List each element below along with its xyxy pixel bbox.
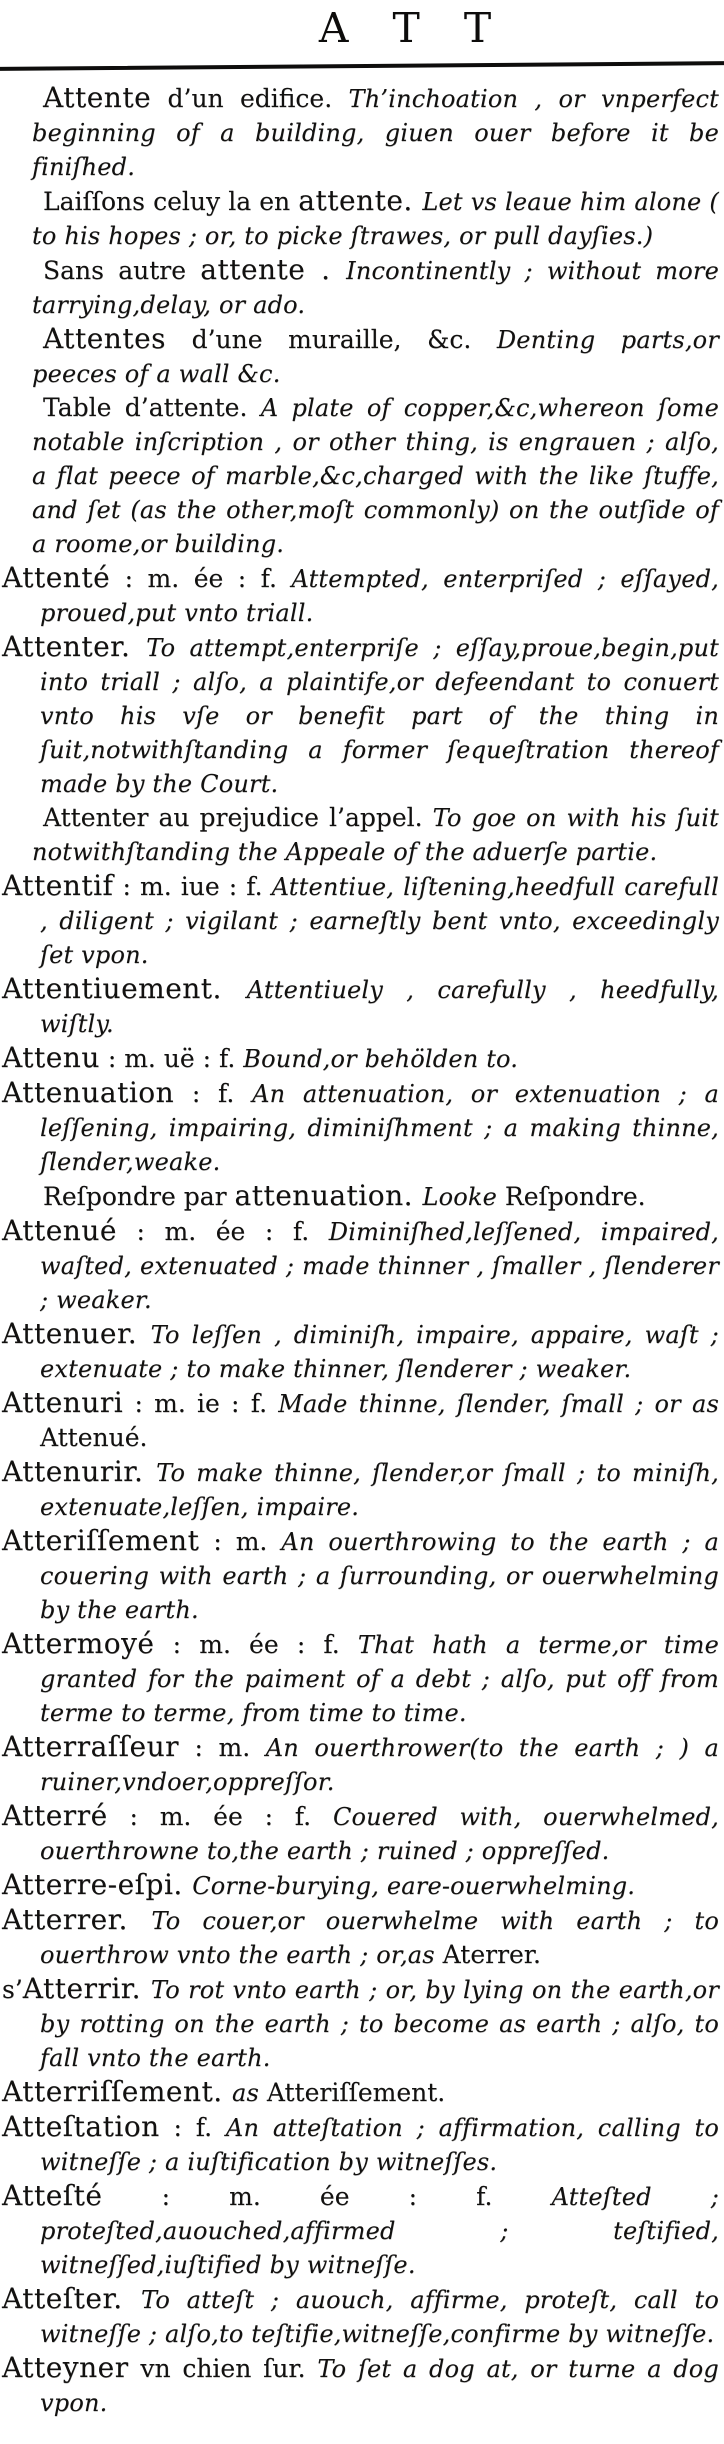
entry-roman-text: vn chien ſur. <box>128 2354 318 2384</box>
entry <box>2 1214 719 1317</box>
entry-definition: To attempt,enterpriſe ; eſſay,proue,begin,put into triall ; alſo, a plaintife,or defeendant to conuert vnto his vſe or benefit part of the thing in ſuit,notwithſtanding a former ſequeſtration thereof made by the Court. <box>40 634 719 799</box>
entry-headword: attente. <box>298 184 423 218</box>
entry <box>2 630 719 801</box>
entry-definition: To couer,or ouerwhelme with earth ; to ouerthrow vnto the earth ; or,as <box>40 1907 719 1970</box>
entry-definition: Attempted, enterpriſed ; eſſayed, proued,put vnto triall. <box>40 565 719 628</box>
entry-definition: Let vs leaue him alone ( to his hopes ; or, to picke ſtrawes, or pull dayſies.) <box>32 188 719 251</box>
entry-headword: Attentiuement. <box>2 972 247 1006</box>
entry-headword: Atteriſſement <box>2 1524 200 1558</box>
entry <box>2 322 719 391</box>
entry-roman-text: d’une muraille, &c. <box>166 325 497 355</box>
entry <box>2 2075 719 2110</box>
entry-definition: To rot vnto earth ; or, by lying on the earth,or by rotting on the earth ; to become as earth ; alſo, to fall vnto the earth. <box>40 1976 719 2073</box>
entry-definition: To goe on with his ſuit notwithſtanding the Appeale of the aduerſe partie. <box>32 804 719 867</box>
entry-headword: Atteſter. <box>2 2282 141 2316</box>
entry-roman-text: Attenter au prejudice l’appel. <box>43 803 433 833</box>
entry-roman-text: s’ <box>2 1975 23 2005</box>
entry <box>2 1455 719 1524</box>
running-head-title: A T T <box>318 4 494 52</box>
entry-headword: Atterrer. <box>2 1903 152 1937</box>
entry-definition: as <box>232 2079 267 2108</box>
entry-headword: Attenté <box>2 561 111 595</box>
entry-roman-text: : m. iue : f. <box>113 872 272 902</box>
entry-definition: That hath a terme,or time granted for the paiment of a debt ; alſo, put off from terme to terme, from time to time. <box>40 1631 719 1728</box>
entry-roman-text: : m. uë : f. <box>99 1044 244 1074</box>
entry-headword: Atterraſſeur <box>2 1730 179 1764</box>
entry-headword: Attermoyé <box>2 1627 155 1661</box>
entry-roman-text: d’un edifice. <box>151 84 349 114</box>
entry <box>2 2179 719 2282</box>
entry-definition: To leſſen , diminiſh, impaire, appaire, waſt ; extenuate ; to make thinner, ſlenderer ; weaker. <box>40 1321 719 1384</box>
entry-definition: Attentiue, liſtening,heedfull carefull , diligent ; vigilant ; earneſtly bent vnto, exceedingly ſet vpon. <box>40 873 719 970</box>
entry <box>2 2110 719 2179</box>
entry-roman-text: Reſpondre par <box>43 1182 235 1212</box>
entries-list <box>0 81 724 2420</box>
header-rule <box>0 61 724 71</box>
entry-definition: An ouerthrower(to the earth ; ) a ruiner,vndoer,oppreſſor. <box>40 1734 719 1797</box>
entry-roman-text: : m. ie : f. <box>123 1389 279 1419</box>
entry-definition: A plate of copper,&c,whereon ſome notable inſcription , or other thing, is engrauen ; alſo, a flat peece of marble,&c,charged with the like ſtuffe, and ſet (as the other,moſt commonly) on the outſide of a roome,or building. <box>32 394 719 559</box>
entry <box>2 972 719 1041</box>
entry-definition: Denting parts,or peeces of a wall &c. <box>32 326 720 389</box>
entry-headword: Atteſté <box>2 2179 103 2213</box>
entry-roman-text: Aterrer. <box>442 1940 541 1970</box>
entry-definition: Attentiuely , carefully , heedfully, wiſtly. <box>40 976 719 1039</box>
entry-headword: Atteyner <box>2 2351 129 2385</box>
entry <box>2 253 719 322</box>
entry <box>2 2351 719 2420</box>
entry-roman-text: : m. ée : f. <box>110 564 292 594</box>
entry <box>2 1179 719 1214</box>
entry-roman-text: : m. ée : f. <box>107 1802 333 1832</box>
entry <box>2 184 719 253</box>
entry-roman-text: Attenué. <box>40 1423 148 1453</box>
entry-roman-text: Reſpondre. <box>504 1182 646 1212</box>
entry-headword: Attenter. <box>2 630 147 664</box>
entry-roman-text: Atteriſſement. <box>266 2078 446 2108</box>
entry <box>2 1627 719 1730</box>
entry <box>2 869 719 972</box>
entry-roman-text: : m. <box>178 1733 266 1763</box>
entry-roman-text: : m. <box>199 1527 282 1557</box>
entry-headword: Atterrir. <box>22 1972 151 2006</box>
entry-roman-text: Sans autre <box>43 256 201 286</box>
entry-definition: An ouerthrowing to the earth ; a couering with earth ; a ſurrounding, or ouerwhelming by the earth. <box>40 1528 719 1625</box>
entry-definition: An atteſtation ; affirmation, calling to witneſſe ; a iuſtification by witneſſes. <box>40 2114 720 2177</box>
entry <box>2 561 719 630</box>
entry-roman-text: Laiſſons celuy la en <box>43 187 299 217</box>
entry-headword: Attenurir. <box>2 1455 157 1489</box>
entry <box>2 81 719 184</box>
entry-roman-text: Table d’attente. <box>43 393 261 423</box>
entry-definition: To ſet a dog at, or turne a dog vpon. <box>40 2355 719 2418</box>
entry <box>2 2282 719 2351</box>
entry-headword: Atterré <box>2 1799 108 1833</box>
entry-headword: Attente <box>43 81 152 115</box>
entry-headword: Attenuer. <box>2 1317 151 1351</box>
entry-definition: Made thinne, ſlender, ſmall ; or as <box>278 1390 719 1419</box>
entry-definition: Diminiſhed,leſſened, impaired, waſted, extenuated ; made thinner , ſmaller , ſlenderer ; weaker. <box>40 1218 720 1315</box>
entry <box>2 1799 719 1868</box>
entry-definition: Couered with, ouerwhelmed, ouerthrowne to,the earth ; ruined ; oppreſſed. <box>40 1803 720 1866</box>
entry-headword: attenuation. <box>234 1179 423 1213</box>
entry-headword: Attentes <box>43 322 167 356</box>
entry <box>2 1868 719 1903</box>
entry-roman-text: : m. ée : f. <box>116 1217 329 1247</box>
entry-definition: Corne-burying, eare-ouerwhelming. <box>192 1872 636 1901</box>
entry <box>2 1730 719 1799</box>
entry <box>2 1076 719 1179</box>
entry-definition: Atteſted ; proteſted,auouched,affirmed ; teſtified, witneſſed,iuſtified by witneſſe. <box>40 2183 719 2280</box>
entry <box>2 801 719 869</box>
entry-definition: Looke <box>422 1183 505 1212</box>
entry-headword: Atteſtation <box>2 2110 160 2144</box>
entry-definition: To atteſt ; auouch, affirme, proteſt, call to witneſſe ; alſo,to teſtifie,witneſſe,confirme by witneſſe. <box>40 2286 720 2349</box>
entry-headword: Attentif <box>2 869 114 903</box>
entry <box>2 1903 719 1972</box>
entry-headword: Attenu <box>2 1041 100 1075</box>
entry-definition: An attenuation, or extenuation ; a leſſening, impairing, diminiſhment ; a making thinne, ſlender,weake. <box>40 1080 719 1177</box>
entry-headword: Atterre-eſpi. <box>2 1868 193 1902</box>
entry-definition: Bound,or behölden to. <box>243 1045 519 1074</box>
entry-headword: Attenué <box>2 1214 117 1248</box>
entry-roman-text: : f. <box>159 2113 226 2143</box>
entry <box>2 1041 719 1076</box>
entry-definition: Th’inchoation , or vnperfect beginning of a building, giuen ouer before it be finiſhed. <box>32 85 719 182</box>
entry-roman-text: : m. ée : f. <box>154 1630 358 1660</box>
entry <box>2 1317 719 1386</box>
entry <box>2 1524 719 1627</box>
entry <box>2 391 719 561</box>
entry-definition: Incontinently ; without more tarrying,delay, or ado. <box>32 257 719 320</box>
entry-headword: Atterriſſement. <box>2 2075 233 2109</box>
entry <box>2 1386 719 1455</box>
entry-headword: Attenuri <box>2 1386 124 1420</box>
entry-roman-text: : f. <box>174 1079 253 1109</box>
entry-roman-text: : m. ée : f. <box>102 2182 552 2212</box>
entry <box>2 1972 719 2075</box>
entry-definition: To make thinne, ſlender,or ſmall ; to miniſh, extenuate,leſſen, impaire. <box>40 1459 719 1522</box>
entry-headword: attente . <box>200 253 347 287</box>
entry-headword: Attenuation <box>2 1076 175 1110</box>
